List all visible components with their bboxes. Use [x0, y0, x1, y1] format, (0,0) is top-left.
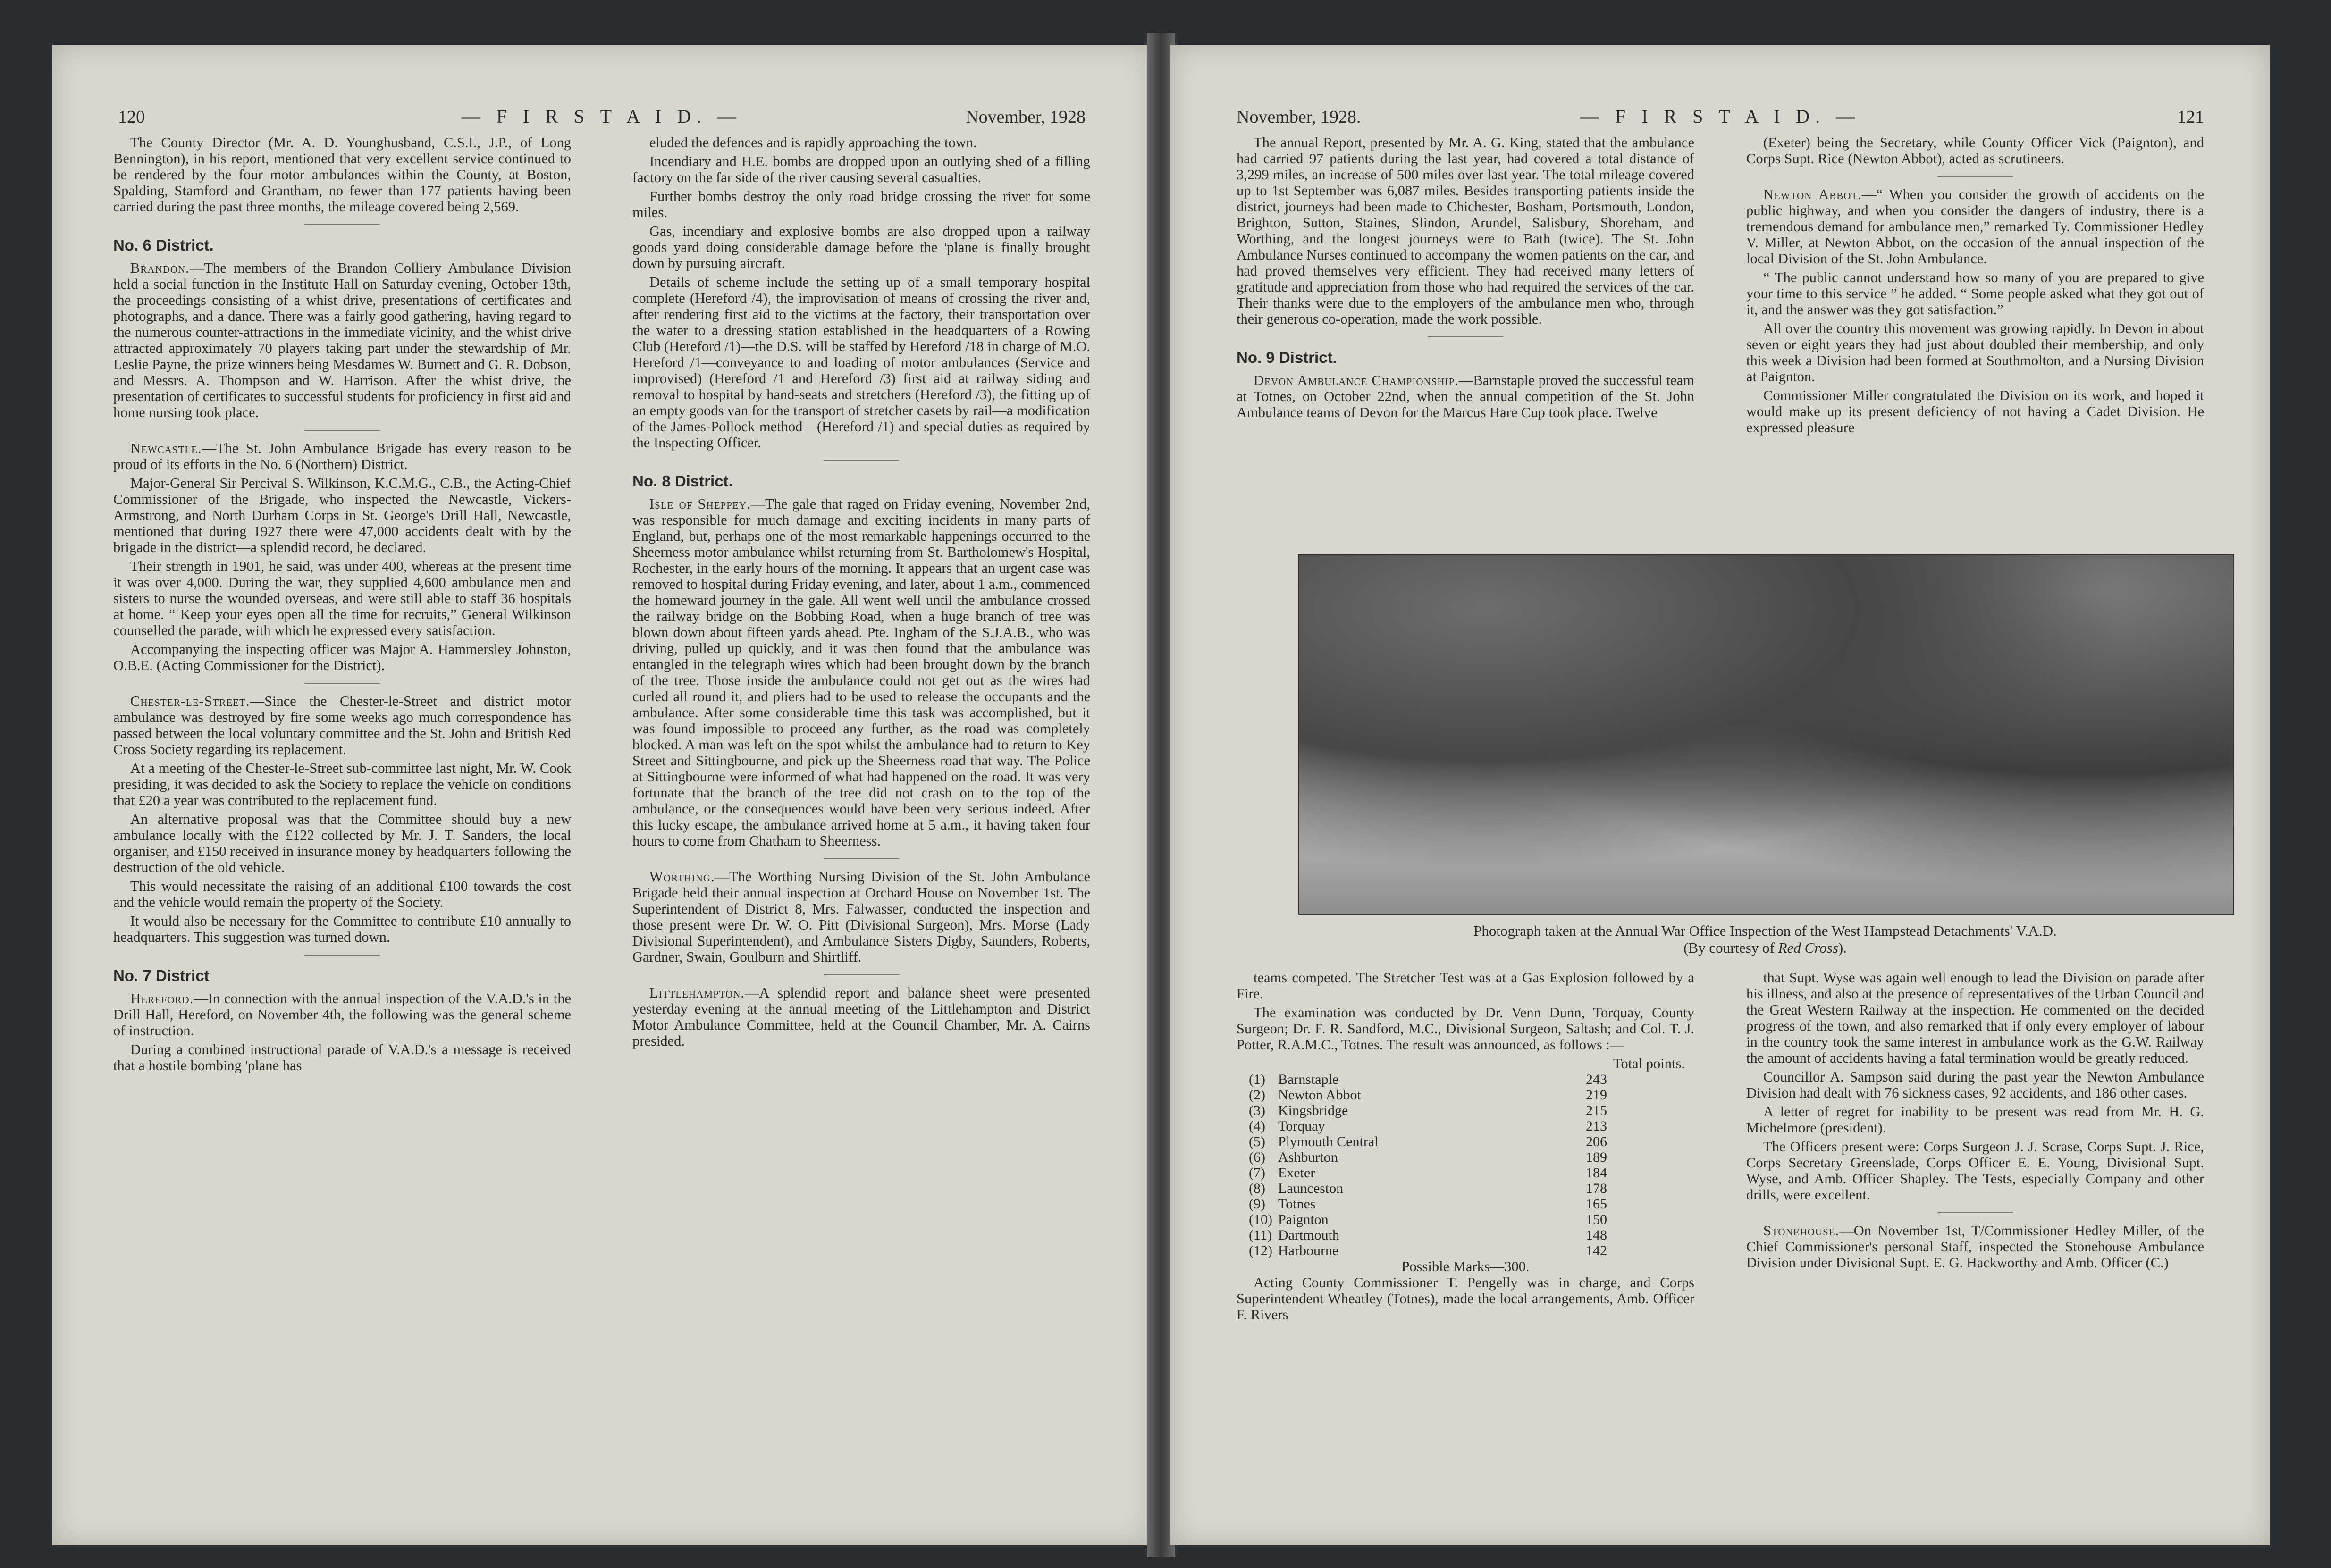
result-team: Kingsbridge: [1278, 1103, 1348, 1118]
paragraph: Councillor A. Sampson said during the past year the Newton Ambulance Division had dealt with 76 sickness cases, 92 accidents, and 186 other cases.: [1746, 1069, 2204, 1101]
paragraph: Commissioner Miller congratulated the Division on its work, and hoped it would make up its present deficiency of not having a Cadet Division. He expressed pleasure: [1746, 387, 2204, 436]
result-team: Newton Abbot: [1278, 1087, 1361, 1103]
paragraph: eluded the defences and is rapidly approaching the town.: [649, 134, 977, 151]
results-row: [1246, 1134, 1610, 1149]
result-team: Totnes: [1278, 1196, 1316, 1212]
result-team: Launceston: [1278, 1181, 1344, 1196]
result-rank: (3): [1249, 1103, 1265, 1118]
place-name: Hereford.: [130, 990, 194, 1006]
paragraph-text: —Since the Chester-le-Street and district motor ambulance was destroyed by fire some weeks ago much correspondence has passed between the local voluntary committee and the St. John and British Red Cross Society regarding its replacement.: [113, 693, 571, 757]
place-name: Newton Abbot.: [1763, 186, 1862, 202]
divider: [824, 858, 899, 859]
result-points: 189: [1585, 1149, 1607, 1165]
caption-credit-source: Red Cross: [1778, 939, 1838, 956]
place-name: Newcastle.: [130, 440, 202, 456]
result-points: 215: [1585, 1103, 1607, 1118]
result-rank: (9): [1249, 1196, 1265, 1212]
divider: [304, 955, 380, 956]
paragraph: The annual Report, presented by Mr. A. G. King, stated that the ambulance had carried 97 patients during the last year, had covered a total distance of 3,299 miles, an increase of 500 miles over last year. The total mileage covered up to 1st September was 6,087 miles. Besides transporting patients inside the district, journeys had been made to Chichester, Bosham, Portsmouth, London, Brighton, Sutton, Staines, Slindon, Arundel, Salisbury, Shoreham, and Worthing, and the longest journeys were to Bath (twice). The St. John Ambulance Nurses continued to accompany the women patients on the car, and had proved themselves very efficient. They had received many letters of gratitude and appreciation from those who had required the services of the car. Their thanks were due to the employers of the ambulance men who, through their generous co-operation, made the work possible.: [1237, 134, 1694, 327]
section-heading: No. 9 District.: [1237, 349, 1337, 366]
paragraph: Details of scheme include the setting up of a small temporary hospital complete (Hereford /4), the improvisation of means of crossing the river and, after rendering first aid to the victims at the factory, their transportation over the water to a dressing station established in the headquarters of a Rowing Club (Hereford /1)—the D.S. will be staffed by Hereford /18 in charge of M.O. Hereford /1—conveyance to and loading of motor ambulances (Service and improvised) (Hereford /1 and Hereford /3) first aid at railway siding and removal to hospital by hand-seats and stretchers (Hereford /3), the fitting up of an empty goods van for the transport of stretcher casets by rail—a modification of the James-Pollock method—(Hereford /1) and special duties as required by the Inspecting Officer.: [632, 274, 1090, 451]
left-page: [52, 45, 1152, 1545]
running-head-right: [1237, 94, 2204, 127]
result-rank: (2): [1249, 1087, 1265, 1103]
paragraph: The Officers present were: Corps Surgeon J. J. Scrase, Corps Supt. J. Rice, Corps Secretary Greenslade, Corps Officer E. E. Young, Divisional Supt. Wyse, and Amb. Officer Shapley. The Tests, especially Company and other drills, were excellent.: [1746, 1139, 2204, 1203]
paragraph-text: —A splendid report and balance sheet were presented yesterday evening at the annual meeting of the Littlehampton and District Motor Ambulance Committee, held at the Council Chamber, Mr. A. Cairns presided.: [632, 985, 1090, 1049]
results-row: [1246, 1196, 1610, 1212]
page-number: 121: [2177, 107, 2204, 127]
result-rank: (8): [1249, 1181, 1265, 1196]
paragraph: [113, 990, 571, 1039]
section-heading: No. 8 District.: [632, 472, 733, 490]
running-head-left: [118, 94, 1086, 127]
result-rank: (1): [1249, 1072, 1265, 1087]
result-points: 206: [1585, 1134, 1607, 1149]
divider: [1937, 1212, 2013, 1213]
results-row: [1246, 1149, 1610, 1165]
paragraph: During a combined instructional parade of V.A.D.'s a message is received that a hostile bombing 'plane has: [113, 1041, 571, 1073]
section-heading: No. 6 District.: [113, 236, 214, 254]
paragraph-text: —Barnstaple proved the successful team at Totnes, on October 22nd, when the annual competition of the St. John Ambulance teams of Devon for the Marcus Hare Cup took place. Twelve: [1237, 372, 1694, 420]
paragraph: At a meeting of the Chester-le-Street sub-committee last night, Mr. W. Cook presiding, it was decided to ask the Society to replace the vehicle on conditions that £20 a year was contributed to the replacement fund.: [113, 760, 571, 808]
result-points: 184: [1585, 1165, 1607, 1181]
paragraph: This would necessitate the raising of an additional £100 towards the cost and the vehicle would remain the property of the Society.: [113, 878, 571, 910]
results-table: [1246, 1072, 1610, 1258]
paragraph: [1746, 1223, 2204, 1271]
left-column-2: [632, 134, 1090, 1526]
paragraph: The examination was conducted by Dr. Venn Dunn, Torquay, County Surgeon; Dr. F. R. Sandford, M.C., Divisional Surgeon, Saltash; and Col. T. J. Potter, R.A.M.C., Totnes. The result was announced, as follows :—: [1237, 1005, 1694, 1053]
paragraph: teams competed. The Stretcher Test was at a Gas Explosion followed by a Fire.: [1237, 970, 1694, 1002]
place-name: Stonehouse.: [1763, 1223, 1840, 1239]
paragraph: Accompanying the inspecting officer was Major A. Hammersley Johnston, O.B.E. (Acting Commissioner for the District).: [113, 641, 571, 673]
place-name: Isle of Sheppey.: [649, 496, 751, 512]
photo-caption: [1265, 922, 2265, 956]
result-rank: (7): [1249, 1165, 1265, 1181]
place-name: Devon Ambulance Championship.: [1254, 372, 1459, 388]
result-rank: (10): [1249, 1212, 1272, 1227]
paragraph-text: —The gale that raged on Friday evening, November 2nd, was responsible for much damage and exciting incidents in many parts of England, but, perhaps one of the most remarkable happenings occurred to the Sheerness motor ambulance whilst returning from St. Bartholomew's Hospital, Rochester, in the early hours of the morning. It appears that an urgent case was removed to hospital during Friday evening, and later, about 1 a.m., commenced the homeward journey in the gale. All went well until the ambulance crossed the railway bridge on the Bobbing Road, when a huge branch of tree was blown down about fifteen yards ahead. Pte. Ingham of the S.J.A.B., who was driving, pulled up quickly, and it was then found that the ambulance was entangled in the telegraph wires which had been brought down by the branch of the tree. Those inside the ambulance could not get out as the wires had curled all round it, and pliers had to be used to release the occupants and the ambulance. After some considerable time this task was accomplished, but it was found impossible to proceed any further, as the road was completely blocked. A man was left on the spot whilst the ambulance had to return to Key Street and Sittingbourne, and pick up the Sheerness road that way. The Police at Sittingbourne were informed of what had happened on the road. It was very fortunate that the branch of the tree did not crash on to the top of the ambulance, or the consequences would have been very serious indeed. After this lucky escape, the ambulance arrived home at 5 a.m., it having taken four hours to come from Chatham to Sheerness.: [632, 496, 1090, 849]
paragraph: [1746, 186, 2204, 267]
result-points: 243: [1585, 1072, 1607, 1087]
right-lower-column-1: [1237, 970, 1694, 1526]
paragraph: Gas, incendiary and explosive bombs are also dropped upon a railway goods yard doing considerable damage before the 'plane is finally brought down by pursuing aircraft.: [632, 223, 1090, 271]
place-name: Chester-le-Street.: [130, 693, 250, 709]
paragraph: [632, 496, 1090, 849]
caption-credit: [1265, 939, 2265, 956]
results-row: [1246, 1212, 1610, 1227]
paragraph: Their strength in 1901, he said, was under 400, whereas at the present time it was over 4,000. During the war, they supplied 4,600 ambulance men and sisters to nurse the wounded overseas, and were still able to staff 36 hospitals at home. “ Keep your eyes open all the time for recruits,” General Wilkinson counselled the parade, with which he expressed every satisfaction.: [113, 558, 571, 638]
paragraph: [632, 869, 1090, 965]
page-number: 120: [118, 107, 145, 127]
result-team: Dartmouth: [1278, 1227, 1339, 1243]
paragraph: All over the country this movement was growing rapidly. In Devon in about seven or eight years they had just about doubled their membership, and only this week a Division had been formed at Southmolton, and a Nursing Division at Paignton.: [1746, 320, 2204, 385]
results-row: [1246, 1118, 1610, 1134]
result-team: Barnstaple: [1278, 1072, 1339, 1087]
paragraph: [113, 260, 571, 420]
paragraph: (Exeter) being the Secretary, while County Officer Vick (Paignton), and Corps Supt. Rice (Newton Abbot), acted as scrutineers.: [1746, 134, 2204, 167]
paragraph: [113, 693, 571, 757]
caption-credit-suffix: ).: [1838, 939, 1847, 956]
divider: [1937, 176, 2013, 177]
group-photograph: [1298, 554, 2234, 915]
results-row: [1246, 1243, 1610, 1258]
result-rank: (11): [1249, 1227, 1272, 1243]
result-rank: (5): [1249, 1134, 1265, 1149]
result-rank: (4): [1249, 1118, 1265, 1134]
paragraph-text: —In connection with the annual inspection of the V.A.D.'s in the Drill Hall, Hereford, on November 4th, the following was the general scheme of instruction.: [113, 990, 571, 1039]
paragraph-text: —The members of the Brandon Colliery Ambulance Division held a social function in the Institute Hall on Saturday evening, October 13th, the proceedings consisting of a whist drive, presentations of certificates and photographs, and a dance. There was a fairly good gathering, having regard to the numerous counter-attractions in the immediate vicinity, and the whist drive attracted approximately 70 players taking part under the stewardship of Mr. Leslie Payne, the prize winners being Mesdames W. Burnett and G. R. Dobson, and Messrs. A. Thompson and W. Harrison. After the whist drive, the presentation of certificates to successful students for proficiency in first aid and home nursing took place.: [113, 260, 571, 420]
results-header: Total points.: [1613, 1056, 1685, 1072]
result-team: Plymouth Central: [1278, 1134, 1379, 1149]
divider: [1428, 336, 1503, 337]
paragraph-text: —The St. John Ambulance Brigade has every reason to be proud of its efforts in the No. 6 (Northern) District.: [113, 440, 571, 472]
paragraph-text: —“ When you consider the growth of accidents on the public highway, and when you consider the dangers of industry, there is a tremendous demand for ambulance men,” remarked Ty. Commissioner Hedley V. Miller, at Newton Abbot, on the occasion of the annual inspection of the local Division of the St. John Ambulance.: [1746, 186, 2204, 267]
running-title: — F I R S T A I D. —: [461, 106, 742, 127]
result-points: 142: [1585, 1243, 1607, 1258]
divider: [304, 430, 380, 431]
divider: [824, 460, 899, 461]
results-row: [1246, 1103, 1610, 1118]
paragraph: [113, 440, 571, 472]
paragraph: A letter of regret for inability to be present was read from Mr. H. G. Michelmore (president).: [1746, 1104, 2204, 1136]
paragraph: [632, 985, 1090, 1049]
result-team: Exeter: [1278, 1165, 1315, 1181]
place-name: Littlehampton.: [649, 985, 745, 1001]
paragraph-text: —The Worthing Nursing Division of the St. John Ambulance Brigade held their annual inspection at Orchard House on November 1st. The Superintendent of District 8, Mrs. Falwasser, conducted the inspection and those present were Dr. W. O. Pitt (Divisional Surgeon), Mrs. Morse (Lady Divisional Superintendent), and Ambulance Sisters Digby, Saunders, Roberts, Gardner, Swain, Goulburn and Shirtliff.: [632, 869, 1090, 965]
right-lower-column-2: [1746, 970, 2204, 1526]
place-name: Worthing.: [649, 869, 715, 885]
divider: [304, 683, 380, 684]
section-heading: No. 7 District: [113, 967, 210, 984]
result-points: 178: [1585, 1181, 1607, 1196]
paragraph: The County Director (Mr. A. D. Younghusband, C.S.I., J.P., of Long Bennington), in his report, mentioned that very excellent service continued to be rendered by the four motor ambulances within the County, at Boston, Spalding, Stamford and Grantham, no fewer than 177 patients having been carried during the past three months, the mileage covered being 2,569.: [113, 134, 571, 215]
result-rank: (6): [1249, 1149, 1265, 1165]
paragraph: that Supt. Wyse was again well enough to lead the Division on parade after his illness, and also at the presence of representatives of the Urban Council and the Great Western Railway at the inspection. He commented on the decided progress of the town, and also remarked that if only every employer of labour in the country took the same interest in ambulance work as the G.W. Railway the amount of accidents having a fatal termination would be greatly reduced.: [1746, 970, 2204, 1066]
paragraph-text: —On November 1st, T/Commissioner Hedley Miller, of the Chief Commissioner's personal Staff, inspected the Stonehouse Ambulance Division under Divisional Supt. E. G. Hackworthy and Amb. Officer (C.): [1746, 1223, 2204, 1271]
right-page: [1170, 45, 2270, 1545]
issue-date: November, 1928.: [1237, 107, 1361, 127]
result-points: 219: [1585, 1087, 1607, 1103]
paragraph: “ The public cannot understand how so many of you are prepared to give your time to this service ” he added. “ Some people asked what they got out of it, and the answer was they got satisfaction.”: [1746, 269, 2204, 318]
results-row: [1246, 1072, 1610, 1087]
result-team: Harbourne: [1278, 1243, 1339, 1258]
paragraph: [1237, 372, 1694, 420]
result-points: 148: [1585, 1227, 1607, 1243]
left-column-1: [113, 134, 571, 1526]
divider: [824, 974, 899, 975]
divider: [304, 224, 380, 225]
paragraph: Incendiary and H.E. bombs are dropped upon an outlying shed of a filling factory on the far side of the river causing several casualties.: [632, 153, 1090, 185]
result-rank: (12): [1249, 1243, 1272, 1258]
issue-date: November, 1928: [966, 107, 1086, 127]
result-team: Ashburton: [1278, 1149, 1338, 1165]
place-name: Brandon.: [130, 260, 190, 276]
caption-credit-prefix: (By courtesy of: [1683, 939, 1775, 956]
paragraph: An alternative proposal was that the Committee should buy a new ambulance locally with the £122 collected by Mr. J. T. Sanders, the local organiser, and £150 received in insurance money by headquarters following the destruction of the old vehicle.: [113, 811, 571, 875]
paragraph: Further bombs destroy the only road bridge crossing the river for some miles.: [632, 188, 1090, 220]
paragraph: Major-General Sir Percival S. Wilkinson, K.C.M.G., C.B., the Acting-Chief Commissioner of the Brigade, who inspected the Newcastle, Vickers-Armstrong, and North Durham Corps in St. George's Drill Hall, Newcastle, mentioned that during 1927 there were 47,000 accidents dealt with by the brigade in the district—a splendid record, he declared.: [113, 475, 571, 555]
result-team: Paignton: [1278, 1212, 1329, 1227]
results-row: [1246, 1227, 1610, 1243]
paragraph: Acting County Commissioner T. Pengelly was in charge, and Corps Superintendent Wheatley (Totnes), made the local arrangements, Amb. Officer F. Rivers: [1237, 1275, 1694, 1323]
result-points: 165: [1585, 1196, 1607, 1212]
results-row: [1246, 1181, 1610, 1196]
result-points: 150: [1585, 1212, 1607, 1227]
caption-line: Photograph taken at the Annual War Office Inspection of the West Hampstead Detachments' V.A.D.: [1473, 922, 2057, 939]
right-column-1: [1237, 134, 1694, 521]
possible-marks: Possible Marks—300.: [1401, 1258, 1530, 1275]
right-column-2: [1746, 134, 2204, 545]
results-row: [1246, 1087, 1610, 1103]
result-points: 213: [1585, 1118, 1607, 1134]
result-team: Torquay: [1278, 1118, 1325, 1134]
running-title: — F I R S T A I D. —: [1580, 106, 1861, 127]
paragraph: It would also be necessary for the Committee to contribute £10 annually to headquarters. This suggestion was turned down.: [113, 913, 571, 945]
results-row: [1246, 1165, 1610, 1181]
